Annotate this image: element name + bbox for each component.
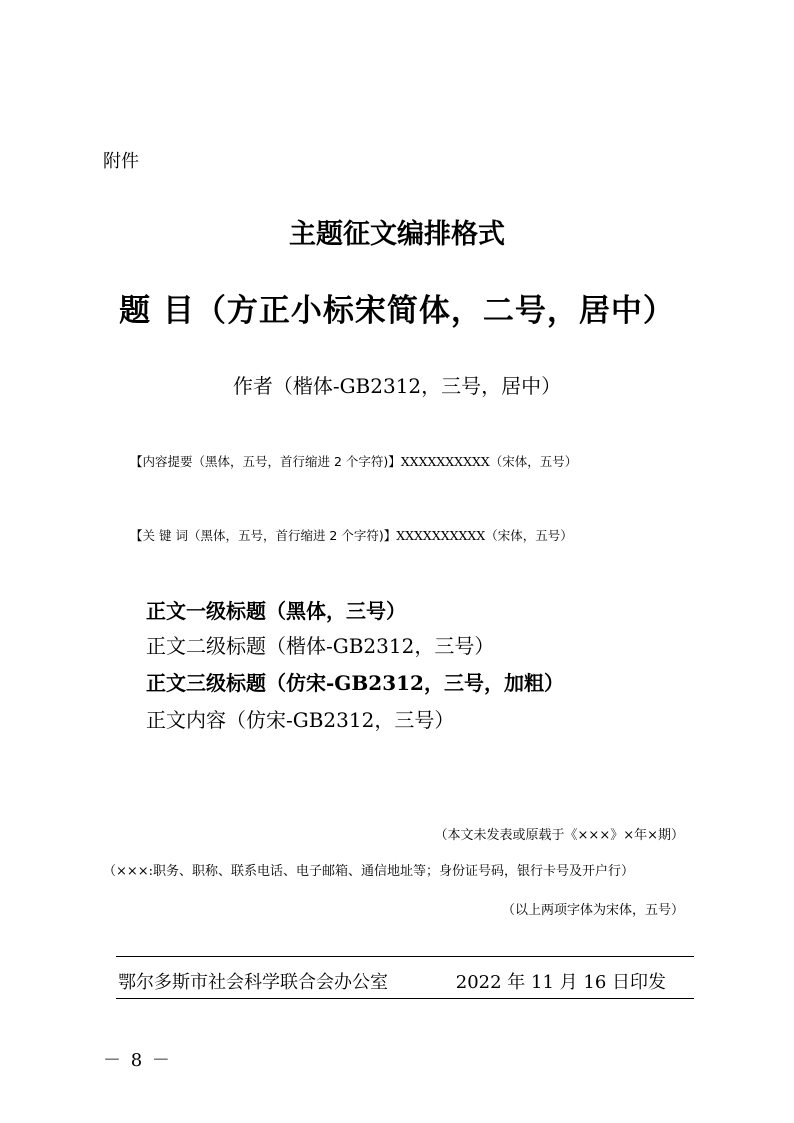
- heading-level1: 正文一级标题（黑体，三号）: [146, 599, 406, 623]
- abstract-label: 【内容提要（黑体，五号，首行缩进 2 个字符)】: [130, 454, 401, 469]
- page-number: － 8 －: [103, 1050, 172, 1071]
- sub-title: 题 目（方正小标宋简体，二号，居中）: [119, 293, 675, 329]
- abstract-value: XXXXXXXXXX（宋体，五号）: [400, 454, 578, 469]
- keywords-value: XXXXXXXXXX（宋体，五号）: [396, 528, 573, 543]
- publication-note: （本文未发表或原载于《×××》×年×期）: [434, 828, 684, 843]
- keywords-label: 【关 键 词（黑体，五号，首行缩进 2 个字符)】: [130, 528, 397, 543]
- footer-top-rule: [116, 956, 694, 957]
- author-info-note: （×××:职务、职称、联系电话、电子邮箱、通信地址等；身份证号码，银行卡号及开户行）: [103, 864, 635, 879]
- footer-issue-date: 2022 年 11 月 16 日印发: [455, 972, 666, 993]
- author-line: 作者（楷体-GB2312，三号，居中）: [232, 374, 562, 398]
- heading-level2: 正文二级标题（楷体-GB2312，三号）: [146, 634, 495, 658]
- abstract-line: [130, 452, 577, 470]
- footer-bottom-rule: [116, 998, 694, 999]
- heading-level3: 正文三级标题（仿宋-GB2312，三号，加粗）: [146, 671, 564, 695]
- keywords-line: [130, 526, 573, 544]
- main-title: 主题征文编排格式: [289, 219, 505, 250]
- attachment-label: 附件: [103, 151, 139, 172]
- footer-issuer: 鄂尔多斯市社会科学联合会办公室: [118, 972, 388, 993]
- body-text-sample: 正文内容（仿宋-GB2312，三号）: [146, 708, 455, 732]
- font-note: （以上两项字体为宋体，五号）: [501, 903, 684, 918]
